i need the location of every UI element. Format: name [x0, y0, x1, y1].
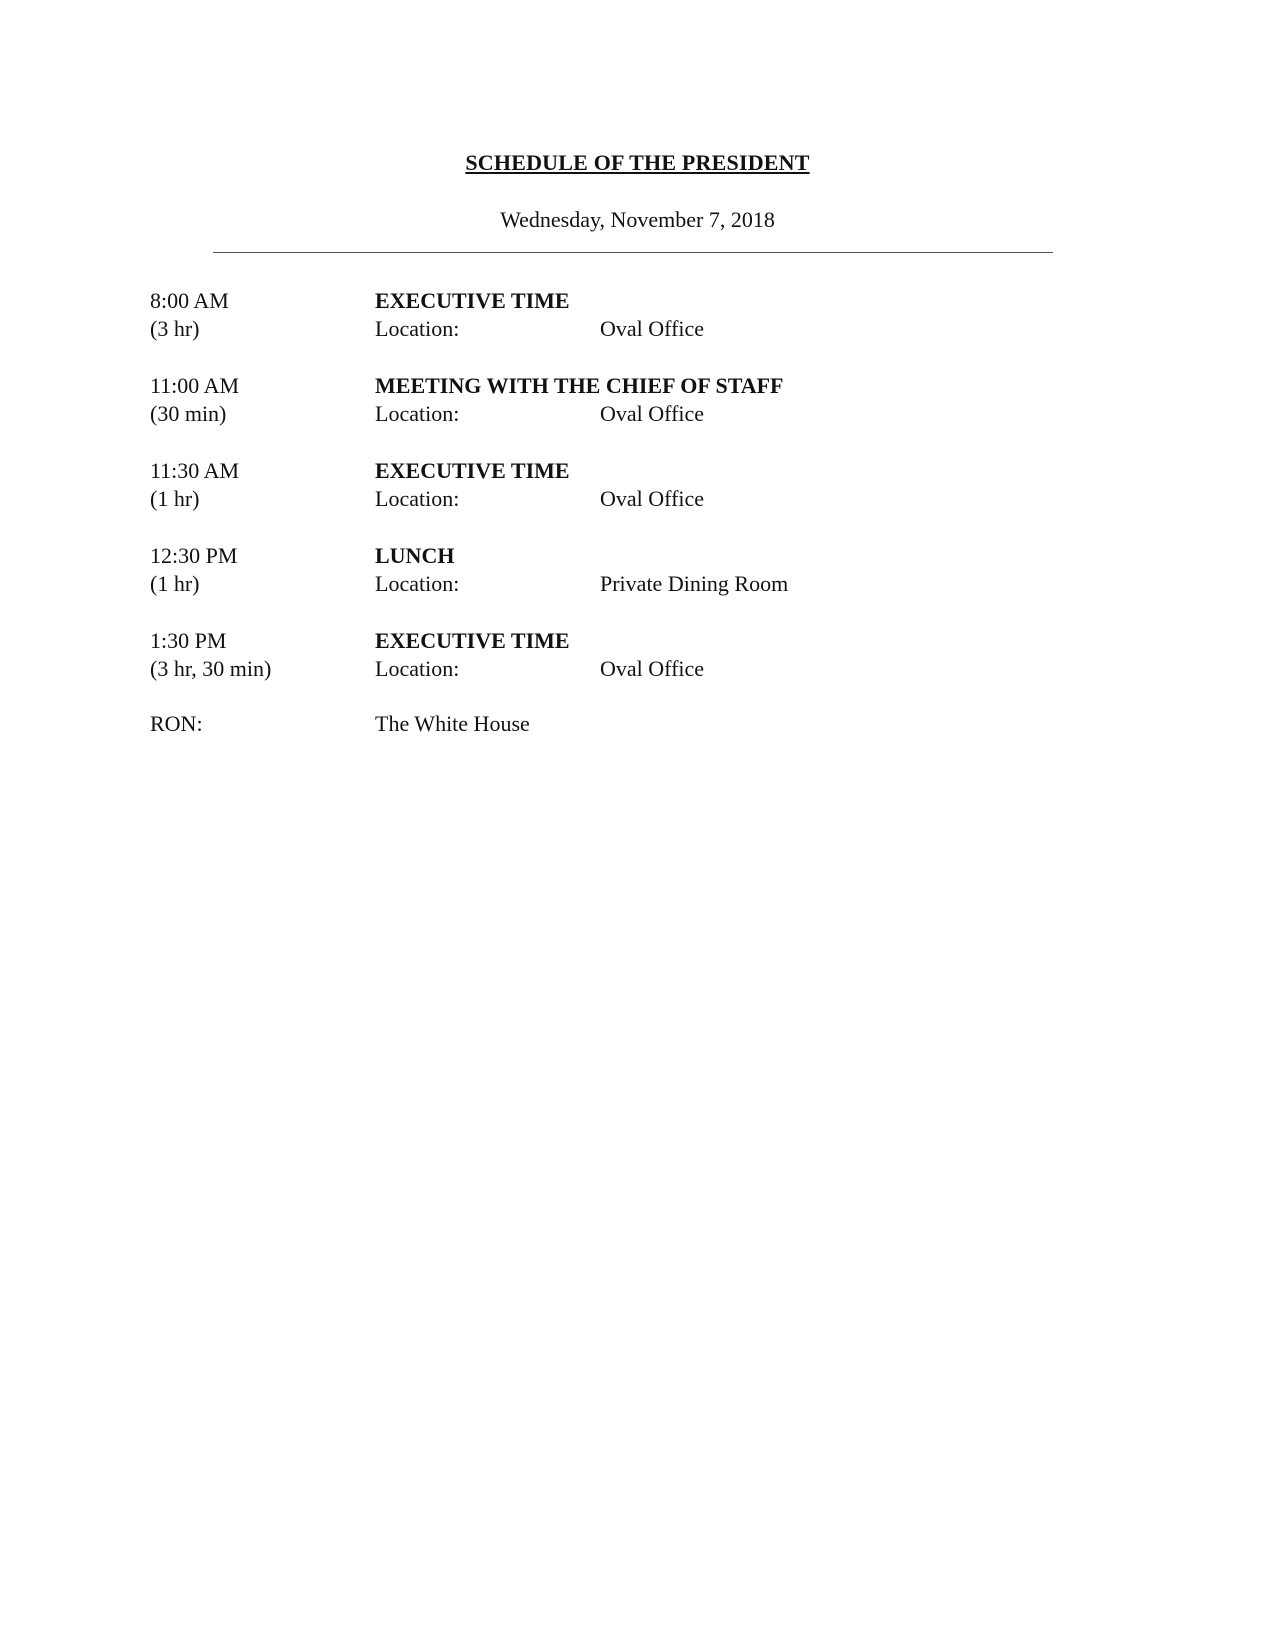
entry-duration: (1 hr)	[150, 486, 200, 511]
entry-location: Oval Office	[600, 316, 705, 341]
schedule-date: Wednesday, November 7, 2018	[500, 207, 775, 232]
entry-detail-line	[150, 485, 1150, 513]
entry-main-line	[150, 542, 1150, 570]
entry-time: 8:00 AM	[150, 288, 229, 313]
entry-event-title: EXECUTIVE TIME	[375, 628, 570, 653]
entry-main-line	[150, 457, 1150, 485]
ron-line	[150, 710, 1150, 738]
entry-detail-line	[150, 315, 1150, 343]
entry-duration: (1 hr)	[150, 571, 200, 596]
entry-location: Oval Office	[600, 656, 705, 681]
ron-value: The White House	[375, 711, 530, 736]
entry-location-label: Location:	[375, 656, 460, 681]
entry-detail-line	[150, 400, 1150, 428]
entry-detail-line	[150, 655, 1150, 683]
schedule-entry	[150, 627, 1150, 712]
entry-event-title: MEETING WITH THE CHIEF OF STAFF	[375, 373, 784, 398]
entry-time: 1:30 PM	[150, 628, 227, 653]
entry-time: 12:30 PM	[150, 543, 238, 568]
entry-location-label: Location:	[375, 571, 460, 596]
schedule-entry	[150, 372, 1150, 457]
entry-event-title: EXECUTIVE TIME	[375, 458, 570, 483]
entry-time: 11:30 AM	[150, 458, 240, 483]
entry-duration: (30 min)	[150, 401, 227, 426]
entry-location-label: Location:	[375, 401, 460, 426]
schedule-entry	[150, 542, 1150, 627]
entry-main-line	[150, 627, 1150, 655]
ron-label: RON:	[150, 711, 203, 736]
entry-duration: (3 hr, 30 min)	[150, 656, 272, 681]
page-title: SCHEDULE OF THE PRESIDENT	[465, 150, 810, 175]
schedule-entry	[150, 287, 1150, 372]
entry-location-label: Location:	[375, 486, 460, 511]
entry-event-title: EXECUTIVE TIME	[375, 288, 570, 313]
entry-duration: (3 hr)	[150, 316, 200, 341]
entry-location-label: Location:	[375, 316, 460, 341]
schedule-entry	[150, 457, 1150, 542]
entry-location: Oval Office	[600, 486, 705, 511]
schedule-list	[150, 287, 1150, 738]
entry-event-title: LUNCH	[375, 543, 455, 568]
entry-main-line	[150, 287, 1150, 315]
entry-time: 11:00 AM	[150, 373, 240, 398]
entry-detail-line	[150, 570, 1150, 598]
entry-location: Private Dining Room	[600, 571, 789, 596]
header-divider	[213, 252, 1053, 253]
entry-location: Oval Office	[600, 401, 705, 426]
entry-main-line	[150, 372, 1150, 400]
